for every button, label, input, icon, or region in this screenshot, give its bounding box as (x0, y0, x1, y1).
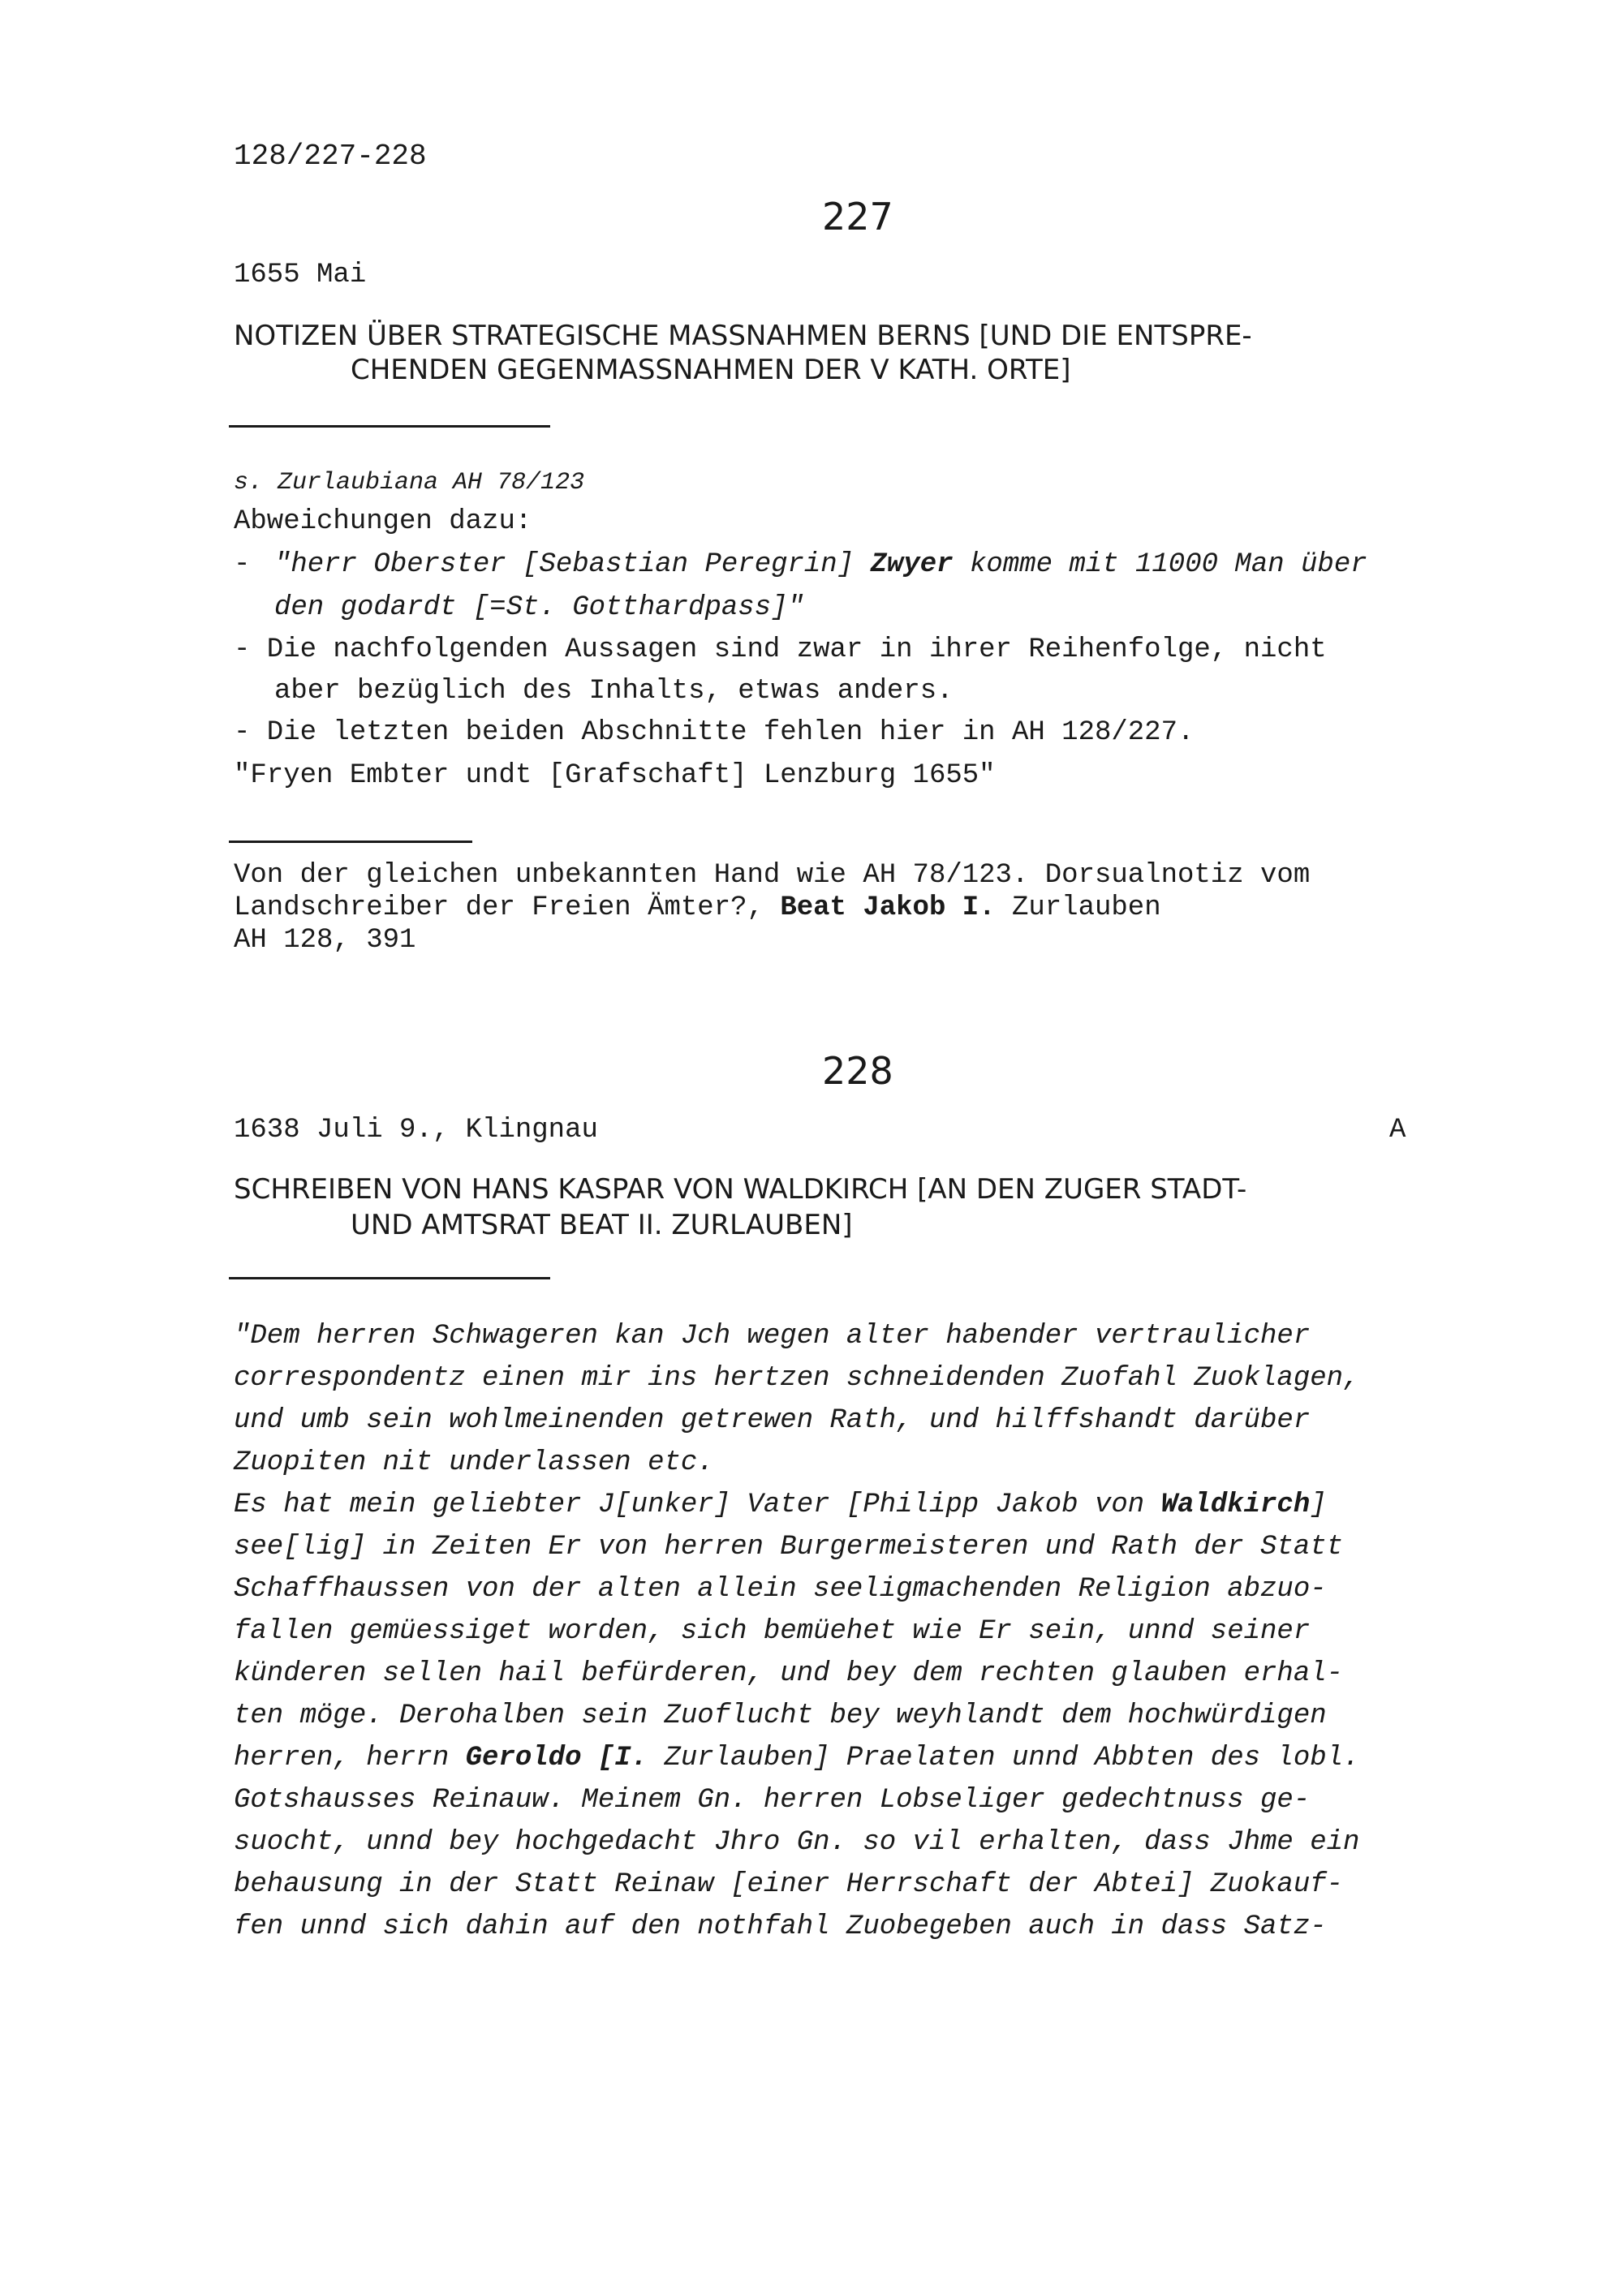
list-item-1-line1 (274, 549, 1367, 580)
list-item-2-line1: - Die nachfolgenden Aussagen sind zwar in ihrer Reihenfolge, nicht (234, 634, 1327, 665)
list-item-1-line2: den godardt [=St. Gotthardpass]" (274, 592, 804, 623)
body-line: see[lig] in Zeiten Er von herren Burgermeisteren und Rath der Statt (234, 1532, 1344, 1563)
note-text-a: Landschreiber der Freien Ämter?, (234, 892, 781, 923)
list-item-2-line2: aber bezüglich des Inhalts, etwas anders. (274, 676, 954, 707)
body-line: Schaffhaussen von der alten allein seeligmachenden Religion abzuo- (234, 1574, 1327, 1605)
body-line: ten möge. Derohalben sein Zuoflucht bey weyhlandt dem hochwürdigen (234, 1701, 1327, 1731)
list-dash-1: - (234, 549, 251, 580)
body-line (234, 1490, 1327, 1520)
note-line-2 (234, 892, 1161, 923)
name-waldkirch: Waldkirch (1160, 1490, 1311, 1520)
body-line: behausung in der Statt Reinaw [einer Herrschaft der Abtei] Zuokauf- (234, 1869, 1344, 1900)
note-line-1: Von der gleichen unbekannten Hand wie AH 78/123. Dorsualnotiz vom (234, 860, 1311, 891)
body-line: Zuopiten nit underlassen etc. (234, 1447, 714, 1478)
body-line: correspondentz einen mir ins hertzen schneidenden Zuofahl Zuoklagen, (234, 1363, 1360, 1394)
note-divider-227 (229, 841, 472, 843)
body-line: Gotshausses Reinauw. Meinem Gn. herren Lobseliger gedechtnuss ge- (234, 1785, 1311, 1816)
quote-fryen-embter: "Fryen Embter undt [Grafschaft] Lenzburg 1655" (234, 760, 996, 791)
note-line-3: AH 128, 391 (234, 925, 416, 956)
entry-number-227: 227 (822, 195, 893, 239)
quote-text-a: "herr Oberster [Sebastian Peregrin] (274, 549, 871, 580)
entry-title-227-line2: CHENDEN GEGENMASSNAHMEN DER V KATH. ORTE] (351, 354, 1071, 386)
body-text: ] (1310, 1490, 1327, 1520)
name-beat-jakob: Beat Jakob I. (780, 892, 996, 923)
entry-number-228: 228 (822, 1049, 893, 1093)
reference-zurlaubiana: s. Zurlaubiana AH 78/123 (234, 469, 585, 497)
title-divider-228 (229, 1277, 550, 1279)
abweichungen-label: Abweichungen dazu: (234, 506, 532, 537)
document-type-marker: A (1389, 1115, 1406, 1146)
body-line: und umb sein wohlmeinenden getrewen Rath, und hilffshandt darüber (234, 1405, 1311, 1436)
body-text: Zurlauben] Praelaten unnd Abbten des lobl. (648, 1743, 1360, 1774)
body-line: suocht, unnd bey hochgedacht Jhro Gn. so vil erhalten, dass Jhme ein (234, 1827, 1360, 1858)
quote-text-b: komme mit 11000 Man über (953, 549, 1367, 580)
body-text: Es hat mein geliebter J[unker] Vater [Philipp Jakob von (234, 1490, 1161, 1520)
body-text: herren, herrn (234, 1743, 466, 1774)
body-line: fen unnd sich dahin auf den nothfahl Zuobegeben auch in dass Satz- (234, 1911, 1327, 1942)
entry-title-227-line1: NOTIZEN ÜBER STRATEGISCHE MASSNAHMEN BERNS [UND DIE ENTSPRE- (234, 320, 1252, 352)
note-text-b: Zurlauben (995, 892, 1161, 923)
header-reference: 128/227-228 (234, 140, 427, 173)
name-zwyer: Zwyer (870, 549, 954, 580)
body-line: fallen gemüessiget worden, sich bemüehet wie Er sein, unnd seiner (234, 1616, 1311, 1647)
entry-title-228-line2: UND AMTSRAT BEAT II. ZURLAUBEN] (351, 1209, 853, 1241)
entry-title-228-line1: SCHREIBEN VON HANS KASPAR VON WALDKIRCH [AN DEN ZUGER STADT- (234, 1173, 1247, 1206)
list-item-3: - Die letzten beiden Abschnitte fehlen hier in AH 128/227. (234, 717, 1195, 748)
entry-date-227: 1655 Mai (234, 260, 367, 290)
body-line: "Dem herren Schwageren kan Jch wegen alter habender vertraulicher (234, 1321, 1311, 1352)
body-line (234, 1743, 1359, 1774)
entry-date-place-228: 1638 Juli 9., Klingnau (234, 1115, 598, 1146)
title-divider-227 (229, 425, 550, 428)
name-geroldo: Geroldo [I. (465, 1743, 648, 1774)
body-line: künderen sellen hail befürderen, und bey dem rechten glauben erhal- (234, 1658, 1344, 1689)
